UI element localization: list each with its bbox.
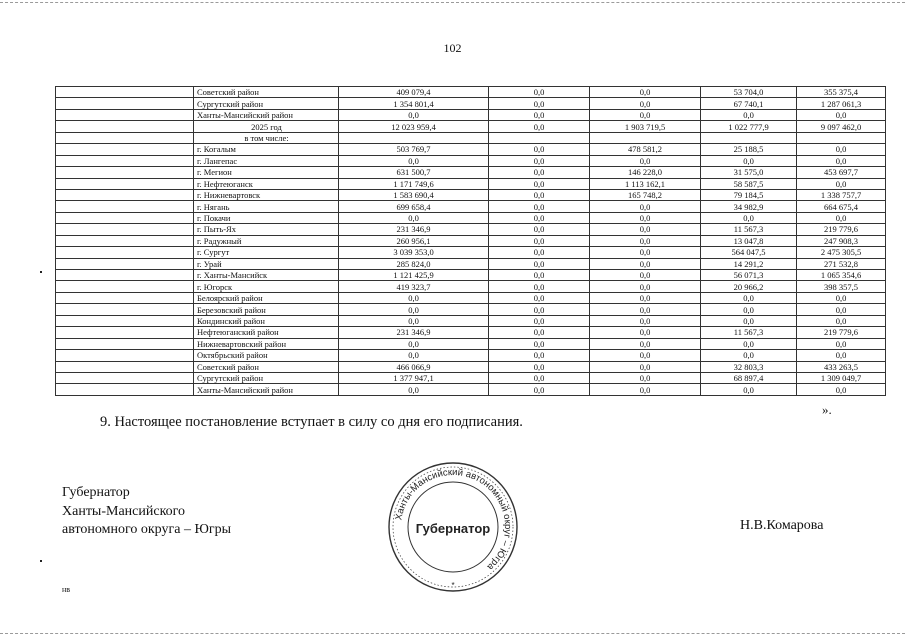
table-cell-territory: г. Лангепас — [194, 155, 339, 166]
table-cell-value: 0,0 — [339, 304, 489, 315]
signatory-title-line-2: Ханты-Мансийского — [62, 503, 186, 519]
table-cell-value: 0,0 — [590, 281, 701, 292]
table-row — [56, 292, 886, 303]
table-cell-blank — [56, 235, 194, 246]
table-row — [56, 98, 886, 109]
table-cell-value: 1 903 719,5 — [590, 121, 701, 132]
table-cell-value: 0,0 — [489, 87, 590, 98]
table-cell-value: 0,0 — [590, 350, 701, 361]
table-cell-value: 1 113 162,1 — [590, 178, 701, 189]
table-cell-value: 231 346,9 — [339, 224, 489, 235]
table-cell-blank — [56, 292, 194, 303]
table-cell-blank — [56, 98, 194, 109]
table-cell-value: 0,0 — [590, 201, 701, 212]
table-cell-value: 260 956,1 — [339, 235, 489, 246]
table-cell-value: 219 779,6 — [797, 224, 886, 235]
page-number: 102 — [443, 41, 462, 55]
table-cell-territory: г. Нефтеюганск — [194, 178, 339, 189]
table-cell-value: 0,0 — [489, 361, 590, 372]
table-cell-value: 0,0 — [489, 350, 590, 361]
table-cell-value: 0,0 — [797, 338, 886, 349]
table-cell-value: 478 581,2 — [590, 144, 701, 155]
table-cell-blank — [56, 212, 194, 223]
table-row — [56, 247, 886, 258]
table-cell-blank — [56, 270, 194, 281]
table-cell-territory: Сургутский район — [194, 372, 339, 383]
table-cell-value: 0,0 — [797, 109, 886, 120]
scan-speck — [40, 271, 42, 273]
table-row — [56, 338, 886, 349]
table-cell-value: 0,0 — [590, 109, 701, 120]
signatory-title-line-3: автономного округа – Югры — [62, 522, 231, 537]
table-cell-value: 0,0 — [489, 372, 590, 383]
table-cell-value — [701, 132, 797, 143]
table-cell-value: 165 748,2 — [590, 189, 701, 200]
table-cell-value: 0,0 — [590, 258, 701, 269]
table-cell-value: 631 500,7 — [339, 167, 489, 178]
table-cell-value: 1 583 690,4 — [339, 189, 489, 200]
scan-speck — [40, 560, 42, 562]
table-cell-value: 0,0 — [797, 292, 886, 303]
table-cell-value: 31 575,0 — [701, 167, 797, 178]
table-cell-value: 0,0 — [339, 155, 489, 166]
table-cell-value: 9 097 462,0 — [797, 121, 886, 132]
table-cell-value: 34 982,9 — [701, 201, 797, 212]
table-cell-value — [339, 132, 489, 143]
table-row — [56, 304, 886, 315]
table-cell-territory: Советский район — [194, 87, 339, 98]
table-row — [56, 132, 886, 143]
table-row — [56, 167, 886, 178]
table-cell-value: 0,0 — [701, 304, 797, 315]
table-cell-value: 0,0 — [339, 315, 489, 326]
table-row — [56, 224, 886, 235]
table-cell-territory: г. Нягань — [194, 201, 339, 212]
table-cell-value: 0,0 — [797, 350, 886, 361]
table-cell-value: 67 740,1 — [701, 98, 797, 109]
table-cell-value — [797, 132, 886, 143]
table-cell-value: 0,0 — [489, 281, 590, 292]
table-cell-value: 0,0 — [339, 338, 489, 349]
table-row — [56, 109, 886, 120]
table-cell-value: 0,0 — [590, 155, 701, 166]
table-cell-value: 0,0 — [489, 201, 590, 212]
table-cell-value: 58 587,5 — [701, 178, 797, 189]
table-cell-value: 0,0 — [339, 212, 489, 223]
table-cell-value: 231 346,9 — [339, 327, 489, 338]
table-cell-value: 79 184,5 — [701, 189, 797, 200]
table-cell-value: 0,0 — [590, 98, 701, 109]
table-cell-value: 1 022 777,9 — [701, 121, 797, 132]
table-cell-value: 0,0 — [701, 315, 797, 326]
signatory-title — [62, 484, 231, 540]
table-cell-blank — [56, 304, 194, 315]
table-cell-value: 20 966,2 — [701, 281, 797, 292]
table-cell-value: 1 121 425,9 — [339, 270, 489, 281]
table-cell-value: 1 309 049,7 — [797, 372, 886, 383]
svg-text:*: * — [451, 581, 455, 590]
table-cell-value: 0,0 — [489, 121, 590, 132]
table-cell-value: 11 567,3 — [701, 224, 797, 235]
table-cell-value: 0,0 — [590, 327, 701, 338]
table-cell-blank — [56, 178, 194, 189]
scan-edge-top — [0, 2, 905, 3]
table-cell-value: 466 066,9 — [339, 361, 489, 372]
table-cell-value: 1 338 757,7 — [797, 189, 886, 200]
table-cell-blank — [56, 281, 194, 292]
table-row — [56, 87, 886, 98]
table-cell-blank — [56, 338, 194, 349]
table-row — [56, 327, 886, 338]
table-row — [56, 384, 886, 395]
budget-table — [55, 86, 886, 396]
table-row — [56, 281, 886, 292]
signatory-name: Н.В.Комарова — [740, 518, 824, 533]
table-cell-value: 1 354 801,4 — [339, 98, 489, 109]
table-cell-value: 0,0 — [489, 109, 590, 120]
official-seal — [383, 457, 523, 597]
table-cell-territory: г. Покачи — [194, 212, 339, 223]
table-cell-value: 247 908,3 — [797, 235, 886, 246]
table-cell-territory: г. Ханты-Мансийск — [194, 270, 339, 281]
signatory-title-line-1: Губернатор — [62, 485, 130, 500]
table-cell-value: 0,0 — [489, 178, 590, 189]
table-cell-blank — [56, 224, 194, 235]
table-cell-value: 0,0 — [590, 224, 701, 235]
table-cell-value: 419 323,7 — [339, 281, 489, 292]
table-row — [56, 144, 886, 155]
table-cell-value: 0,0 — [590, 361, 701, 372]
table-cell-value: 0,0 — [590, 338, 701, 349]
table-cell-value: 0,0 — [590, 372, 701, 383]
table-cell-value: 0,0 — [339, 292, 489, 303]
closing-quote: ». — [822, 402, 832, 417]
table-cell-value: 0,0 — [590, 304, 701, 315]
table-row — [56, 235, 886, 246]
table-cell-value: 0,0 — [797, 155, 886, 166]
table-cell-territory: Советский район — [194, 361, 339, 372]
table-cell-value: 1 171 749,6 — [339, 178, 489, 189]
table-cell-blank — [56, 361, 194, 372]
table-cell-territory: Сургутский район — [194, 98, 339, 109]
table-cell-value: 433 263,5 — [797, 361, 886, 372]
seal-center-text: Губернатор — [415, 521, 491, 536]
table-cell-value: 32 803,3 — [701, 361, 797, 372]
table-cell-value: 564 047,5 — [701, 247, 797, 258]
table-row — [56, 372, 886, 383]
table-cell-value: 0,0 — [339, 350, 489, 361]
table-cell-value: 0,0 — [489, 327, 590, 338]
table-cell-blank — [56, 315, 194, 326]
table-row — [56, 361, 886, 372]
table-cell-value: 0,0 — [339, 384, 489, 395]
table-cell-value: 503 769,7 — [339, 144, 489, 155]
table-cell-value: 1 065 354,6 — [797, 270, 886, 281]
table-cell-blank — [56, 87, 194, 98]
table-cell-territory: г. Урай — [194, 258, 339, 269]
clause-9: 9. Настоящее постановление вступает в силу со дня его подписания. — [100, 414, 523, 430]
table-cell-value: 0,0 — [590, 315, 701, 326]
table-cell-value: 0,0 — [701, 212, 797, 223]
table-cell-value: 664 675,4 — [797, 201, 886, 212]
table-cell-territory: Нижневартовский район — [194, 338, 339, 349]
table-cell-territory: Нефтеюганский район — [194, 327, 339, 338]
table-cell-blank — [56, 144, 194, 155]
table-cell-value: 146 228,0 — [590, 167, 701, 178]
table-cell-value: 219 779,6 — [797, 327, 886, 338]
table-cell-value: 0,0 — [489, 224, 590, 235]
table-cell-value: 11 567,3 — [701, 327, 797, 338]
table-cell-value: 1 287 061,3 — [797, 98, 886, 109]
table-cell-value: 12 023 959,4 — [339, 121, 489, 132]
table-cell-blank — [56, 350, 194, 361]
table-cell-value: 1 377 947,1 — [339, 372, 489, 383]
table-cell-blank — [56, 327, 194, 338]
table-row — [56, 155, 886, 166]
table-cell-value: 0,0 — [797, 212, 886, 223]
table-cell-value — [590, 132, 701, 143]
table-cell-blank — [56, 189, 194, 200]
table-row — [56, 212, 886, 223]
table-cell-value: 0,0 — [489, 155, 590, 166]
table-cell-value: 0,0 — [489, 235, 590, 246]
table-cell-value: 0,0 — [590, 270, 701, 281]
table-cell-blank — [56, 372, 194, 383]
table-cell-value: 0,0 — [590, 292, 701, 303]
table-cell-territory: Ханты-Мансийский район — [194, 384, 339, 395]
footer-mark: нв — [62, 585, 71, 594]
table-row — [56, 350, 886, 361]
table-cell-blank — [56, 155, 194, 166]
table-cell-value: 0,0 — [590, 235, 701, 246]
table-cell-territory: г. Радужный — [194, 235, 339, 246]
seal-ring-text: Ханты-Мансийский автономный округ – Югра — [393, 466, 514, 573]
table-cell-value: 0,0 — [489, 212, 590, 223]
table-cell-value — [489, 132, 590, 143]
table-cell-value: 0,0 — [590, 384, 701, 395]
table-cell-value: 0,0 — [489, 338, 590, 349]
table-row — [56, 258, 886, 269]
table-cell-value: 0,0 — [797, 384, 886, 395]
table-cell-value: 14 291,2 — [701, 258, 797, 269]
table-cell-value: 0,0 — [489, 292, 590, 303]
table-cell-territory: Белоярский район — [194, 292, 339, 303]
table-cell-value: 0,0 — [590, 247, 701, 258]
table-cell-value: 453 697,7 — [797, 167, 886, 178]
table-cell-territory: Березовский район — [194, 304, 339, 315]
table-cell-value: 0,0 — [489, 247, 590, 258]
table-cell-value: 0,0 — [489, 304, 590, 315]
table-cell-value: 0,0 — [339, 109, 489, 120]
table-cell-value: 25 188,5 — [701, 144, 797, 155]
table-row — [56, 201, 886, 212]
table-cell-value: 699 658,4 — [339, 201, 489, 212]
table-cell-territory: г. Мегион — [194, 167, 339, 178]
table-cell-value: 0,0 — [701, 109, 797, 120]
table-row — [56, 315, 886, 326]
table-cell-value: 0,0 — [489, 189, 590, 200]
table-cell-value: 2 475 305,5 — [797, 247, 886, 258]
table-cell-value: 0,0 — [797, 304, 886, 315]
table-cell-value: 0,0 — [797, 178, 886, 189]
table-row — [56, 178, 886, 189]
table-cell-territory: Кондинский район — [194, 315, 339, 326]
table-cell-blank — [56, 201, 194, 212]
table-cell-blank — [56, 109, 194, 120]
table-cell-blank — [56, 384, 194, 395]
scan-edge-bottom — [0, 633, 905, 634]
table-cell-value: 0,0 — [489, 258, 590, 269]
table-cell-value: 398 357,5 — [797, 281, 886, 292]
table-cell-blank — [56, 132, 194, 143]
table-cell-blank — [56, 258, 194, 269]
table-cell-territory: в том числе: — [194, 132, 339, 143]
table-cell-territory: г. Югорск — [194, 281, 339, 292]
table-row — [56, 121, 886, 132]
table-cell-value: 0,0 — [701, 384, 797, 395]
table-cell-value: 0,0 — [489, 98, 590, 109]
table-cell-territory: г. Пыть-Ях — [194, 224, 339, 235]
table-cell-value: 355 375,4 — [797, 87, 886, 98]
table-cell-value: 0,0 — [797, 144, 886, 155]
table-cell-territory: г. Когалым — [194, 144, 339, 155]
table-cell-value: 0,0 — [590, 87, 701, 98]
table-cell-blank — [56, 121, 194, 132]
table-cell-value: 0,0 — [489, 144, 590, 155]
table-cell-value: 409 079,4 — [339, 87, 489, 98]
table-cell-value: 0,0 — [701, 338, 797, 349]
table-cell-value: 0,0 — [701, 155, 797, 166]
table-cell-value: 285 824,0 — [339, 258, 489, 269]
table-cell-value: 0,0 — [489, 384, 590, 395]
table-cell-blank — [56, 247, 194, 258]
table-cell-territory: г. Сургут — [194, 247, 339, 258]
table-row — [56, 270, 886, 281]
table-cell-territory: Октябрьский район — [194, 350, 339, 361]
table-cell-value: 271 532,8 — [797, 258, 886, 269]
table-cell-value: 56 071,3 — [701, 270, 797, 281]
table-cell-blank — [56, 167, 194, 178]
table-cell-value: 3 039 353,0 — [339, 247, 489, 258]
table-cell-value: 0,0 — [797, 315, 886, 326]
table-cell-territory: 2025 год — [194, 121, 339, 132]
table-cell-value: 68 897,4 — [701, 372, 797, 383]
table-cell-value: 13 047,8 — [701, 235, 797, 246]
table-cell-value: 0,0 — [701, 292, 797, 303]
table-cell-value: 0,0 — [701, 350, 797, 361]
table-cell-territory: г. Нижневартовск — [194, 189, 339, 200]
table-cell-territory: Ханты-Мансийский район — [194, 109, 339, 120]
table-cell-value: 0,0 — [489, 315, 590, 326]
table-cell-value: 53 704,0 — [701, 87, 797, 98]
table-cell-value: 0,0 — [489, 270, 590, 281]
table-cell-value: 0,0 — [590, 212, 701, 223]
table-cell-value: 0,0 — [489, 167, 590, 178]
table-row — [56, 189, 886, 200]
